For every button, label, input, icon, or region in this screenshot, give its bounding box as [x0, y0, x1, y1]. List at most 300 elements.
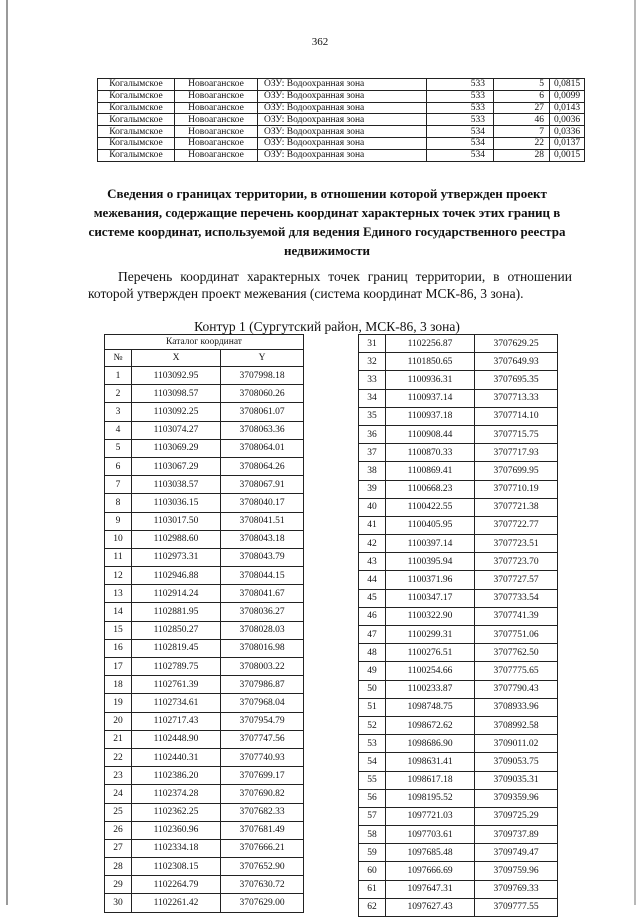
cell-num: 20 [105, 712, 132, 730]
page-number: 362 [311, 36, 329, 48]
cell-c4: 533 [427, 114, 494, 126]
cell-y: 3707762.50 [475, 644, 558, 662]
cell-y: 3707790.43 [475, 680, 558, 698]
cell-num: 31 [359, 335, 386, 353]
plot-row [98, 149, 585, 161]
coordinate-row [359, 662, 558, 680]
coordinate-row [359, 516, 558, 534]
cell-num: 55 [359, 771, 386, 789]
coordinate-row [359, 753, 558, 771]
cell-y: 3708933.96 [475, 698, 558, 716]
cell-x: 1098195.52 [386, 789, 475, 807]
cell-y: 3708041.67 [221, 585, 304, 603]
cell-num: 28 [105, 858, 132, 876]
coordinate-row [105, 858, 304, 876]
coordinate-row [105, 421, 304, 439]
cell-x: 1100397.14 [386, 535, 475, 553]
cell-y: 3707775.65 [475, 662, 558, 680]
cell-y: 3709053.75 [475, 753, 558, 771]
cell-y: 3707727.57 [475, 571, 558, 589]
coordinate-row [359, 844, 558, 862]
cell-x: 1098686.90 [386, 735, 475, 753]
cell-y: 3708036.27 [221, 603, 304, 621]
coordinate-row [105, 894, 304, 912]
cell-num: 17 [105, 658, 132, 676]
cell-y: 3708064.01 [221, 439, 304, 457]
coordinate-row [359, 462, 558, 480]
coordinate-row [359, 880, 558, 898]
plot-row [98, 126, 585, 138]
cell-c6: 0,0099 [550, 90, 585, 102]
coordinate-row [359, 607, 558, 625]
cell-num: 9 [105, 512, 132, 530]
cell-y: 3707986.87 [221, 676, 304, 694]
cell-x: 1103092.95 [132, 367, 221, 385]
coordinate-row [105, 367, 304, 385]
cell-x: 1097627.43 [386, 898, 475, 916]
coordinate-row [105, 439, 304, 457]
cell-y: 3707998.18 [221, 367, 304, 385]
cell-x: 1100371.96 [386, 571, 475, 589]
cell-c2: Новоаганское [175, 137, 258, 149]
cell-y: 3707652.90 [221, 858, 304, 876]
cell-c3: ОЗУ: Водоохранная зона [258, 90, 427, 102]
cell-num: 10 [105, 530, 132, 548]
cell-y: 3707714.10 [475, 407, 558, 425]
plot-row [98, 114, 585, 126]
coordinate-row [359, 425, 558, 443]
coordinate-row [105, 821, 304, 839]
cell-num: 61 [359, 880, 386, 898]
cell-num: 11 [105, 548, 132, 566]
cell-y: 3709759.96 [475, 862, 558, 880]
cell-y: 3707751.06 [475, 626, 558, 644]
cell-num: 58 [359, 826, 386, 844]
cell-num: 26 [105, 821, 132, 839]
cell-x: 1098631.41 [386, 753, 475, 771]
cell-y: 3707630.72 [221, 876, 304, 894]
coordinate-row [105, 476, 304, 494]
coordinate-row [359, 571, 558, 589]
cell-y: 3708067.91 [221, 476, 304, 494]
coordinate-row [359, 862, 558, 880]
cell-c1: Когалымское [98, 137, 175, 149]
plot-row [98, 90, 585, 102]
cell-x: 1103036.15 [132, 494, 221, 512]
cell-num: 40 [359, 498, 386, 516]
cell-y: 3709725.29 [475, 807, 558, 825]
intro-paragraph-text: Перечень координат характерных точек границ территории, в отношении которой утвержден проект межевания (система координат МСК-86, 3 зона). [88, 269, 572, 301]
cell-num: 36 [359, 425, 386, 443]
cell-c4: 534 [427, 149, 494, 161]
cell-num: 56 [359, 789, 386, 807]
cell-num: 13 [105, 585, 132, 603]
cell-y: 3707733.54 [475, 589, 558, 607]
cell-y: 3708028.03 [221, 621, 304, 639]
cell-y: 3708063.36 [221, 421, 304, 439]
cell-y: 3707629.00 [221, 894, 304, 912]
cell-x: 1100233.87 [386, 680, 475, 698]
cell-c3: ОЗУ: Водоохранная зона [258, 102, 427, 114]
header-x: X [132, 350, 221, 367]
cell-c2: Новоаганское [175, 79, 258, 91]
coordinate-row [105, 530, 304, 548]
cell-y: 3708041.51 [221, 512, 304, 530]
cell-x: 1097666.69 [386, 862, 475, 880]
cell-x: 1102717.43 [132, 712, 221, 730]
cell-num: 54 [359, 753, 386, 771]
cell-y: 3707713.33 [475, 389, 558, 407]
cell-x: 1103092.25 [132, 403, 221, 421]
cell-x: 1097721.03 [386, 807, 475, 825]
cell-c3: ОЗУ: Водоохранная зона [258, 79, 427, 91]
cell-x: 1102362.25 [132, 803, 221, 821]
cell-c6: 0,0815 [550, 79, 585, 91]
coordinate-row [359, 826, 558, 844]
cell-num: 22 [105, 748, 132, 766]
cell-y: 3708003.22 [221, 658, 304, 676]
plot-row [98, 102, 585, 114]
section-heading: Сведения о границах территории, в отношении которой утвержден проект межевания, содержащие перечень координат характерных точек этих границ в системе координат, используемой для ведения Единого государственного реестра недвижимости [88, 186, 566, 258]
coordinate-row [105, 694, 304, 712]
coordinate-row [359, 698, 558, 716]
cell-y: 3707710.19 [475, 480, 558, 498]
cell-y: 3707747.56 [221, 730, 304, 748]
coordinate-row [359, 353, 558, 371]
cell-y: 3707740.93 [221, 748, 304, 766]
cell-y: 3707682.33 [221, 803, 304, 821]
cell-c5: 27 [494, 102, 550, 114]
cell-num: 4 [105, 421, 132, 439]
coordinates-table-left [104, 334, 304, 913]
coordinate-row [105, 385, 304, 403]
cell-x: 1098617.18 [386, 771, 475, 789]
cell-num: 48 [359, 644, 386, 662]
cell-num: 43 [359, 553, 386, 571]
cell-y: 3707699.95 [475, 462, 558, 480]
cell-x: 1102308.15 [132, 858, 221, 876]
cell-num: 41 [359, 516, 386, 534]
cell-num: 27 [105, 839, 132, 857]
cell-y: 3707954.79 [221, 712, 304, 730]
cell-x: 1102374.28 [132, 785, 221, 803]
coordinate-row [105, 767, 304, 785]
cell-y: 3707717.93 [475, 444, 558, 462]
cell-c6: 0,0143 [550, 102, 585, 114]
cell-x: 1097685.48 [386, 844, 475, 862]
cell-num: 19 [105, 694, 132, 712]
cell-c5: 5 [494, 79, 550, 91]
cell-c5: 6 [494, 90, 550, 102]
cell-y: 3709769.33 [475, 880, 558, 898]
contour-title: Контур 1 (Сургутский район, МСК-86, 3 зона) [194, 319, 460, 334]
coordinate-row [105, 457, 304, 475]
cell-num: 32 [359, 353, 386, 371]
cell-x: 1100937.14 [386, 389, 475, 407]
coordinate-row [105, 603, 304, 621]
cell-x: 1102914.24 [132, 585, 221, 603]
land-plots-table [97, 78, 585, 162]
cell-num: 60 [359, 862, 386, 880]
catalog-caption-row [105, 335, 304, 350]
cell-x: 1102448.90 [132, 730, 221, 748]
coordinate-row [359, 644, 558, 662]
coordinate-row [105, 839, 304, 857]
cell-c4: 534 [427, 137, 494, 149]
cell-x: 1100869.41 [386, 462, 475, 480]
coordinate-row [105, 567, 304, 585]
cell-y: 3708060.26 [221, 385, 304, 403]
cell-y: 3708992.58 [475, 716, 558, 734]
cell-y: 3707723.51 [475, 535, 558, 553]
cell-c4: 533 [427, 79, 494, 91]
cell-c3: ОЗУ: Водоохранная зона [258, 137, 427, 149]
coordinate-row [105, 639, 304, 657]
plot-row [98, 79, 585, 91]
cell-x: 1102360.96 [132, 821, 221, 839]
cell-y: 3707695.35 [475, 371, 558, 389]
coordinate-row [359, 371, 558, 389]
cell-num: 37 [359, 444, 386, 462]
coordinate-row [359, 626, 558, 644]
cell-c5: 46 [494, 114, 550, 126]
cell-c6: 0,0336 [550, 126, 585, 138]
coordinate-row [359, 789, 558, 807]
cell-y: 3708040.17 [221, 494, 304, 512]
coordinate-row [105, 658, 304, 676]
cell-num: 8 [105, 494, 132, 512]
cell-x: 1100937.18 [386, 407, 475, 425]
cell-x: 1103038.57 [132, 476, 221, 494]
cell-c2: Новоаганское [175, 114, 258, 126]
cell-num: 45 [359, 589, 386, 607]
cell-y: 3707690.82 [221, 785, 304, 803]
cell-x: 1103067.29 [132, 457, 221, 475]
cell-num: 12 [105, 567, 132, 585]
cell-c5: 22 [494, 137, 550, 149]
cell-x: 1100395.94 [386, 553, 475, 571]
cell-x: 1102881.95 [132, 603, 221, 621]
coordinate-row [105, 876, 304, 894]
cell-x: 1102440.31 [132, 748, 221, 766]
cell-c2: Новоаганское [175, 90, 258, 102]
cell-num: 33 [359, 371, 386, 389]
cell-num: 29 [105, 876, 132, 894]
cell-x: 1097647.31 [386, 880, 475, 898]
cell-y: 3709359.96 [475, 789, 558, 807]
cell-x: 1102946.88 [132, 567, 221, 585]
cell-x: 1101850.65 [386, 353, 475, 371]
coordinate-row [359, 480, 558, 498]
cell-x: 1100936.31 [386, 371, 475, 389]
cell-c2: Новоаганское [175, 126, 258, 138]
coordinate-row [359, 553, 558, 571]
cell-num: 24 [105, 785, 132, 803]
header-y: Y [221, 350, 304, 367]
cell-y: 3708043.18 [221, 530, 304, 548]
cell-c5: 28 [494, 149, 550, 161]
cell-x: 1102256.87 [386, 335, 475, 353]
coordinate-row [359, 444, 558, 462]
cell-num: 49 [359, 662, 386, 680]
cell-y: 3707649.93 [475, 353, 558, 371]
cell-y: 3707968.04 [221, 694, 304, 712]
cell-x: 1100870.33 [386, 444, 475, 462]
cell-x: 1103074.27 [132, 421, 221, 439]
coordinate-row [105, 785, 304, 803]
coordinate-row [359, 335, 558, 353]
coordinate-row [105, 803, 304, 821]
cell-c3: ОЗУ: Водоохранная зона [258, 149, 427, 161]
cell-x: 1098672.62 [386, 716, 475, 734]
cell-num: 7 [105, 476, 132, 494]
cell-num: 6 [105, 457, 132, 475]
coordinate-row [105, 548, 304, 566]
coordinate-row [359, 771, 558, 789]
cell-num: 57 [359, 807, 386, 825]
cell-y: 3707629.25 [475, 335, 558, 353]
coordinate-row [105, 621, 304, 639]
cell-c4: 533 [427, 102, 494, 114]
cell-x: 1102973.31 [132, 548, 221, 566]
scan-edge-left [6, 0, 8, 905]
cell-num: 44 [359, 571, 386, 589]
cell-y: 3707722.77 [475, 516, 558, 534]
cell-y: 3707715.75 [475, 425, 558, 443]
cell-y: 3707666.21 [221, 839, 304, 857]
header-row [105, 350, 304, 367]
cell-num: 3 [105, 403, 132, 421]
cell-x: 1100422.55 [386, 498, 475, 516]
coordinate-row [105, 512, 304, 530]
cell-num: 23 [105, 767, 132, 785]
cell-x: 1100347.17 [386, 589, 475, 607]
coordinate-row [105, 748, 304, 766]
cell-x: 1103069.29 [132, 439, 221, 457]
cell-c5: 7 [494, 126, 550, 138]
cell-c3: ОЗУ: Водоохранная зона [258, 126, 427, 138]
cell-num: 14 [105, 603, 132, 621]
scan-edge-right [634, 0, 636, 905]
cell-num: 62 [359, 898, 386, 916]
cell-x: 1102264.79 [132, 876, 221, 894]
cell-c1: Когалымское [98, 90, 175, 102]
coordinate-row [359, 407, 558, 425]
cell-x: 1102334.18 [132, 839, 221, 857]
cell-x: 1102261.42 [132, 894, 221, 912]
coordinate-row [359, 389, 558, 407]
cell-x: 1100908.44 [386, 425, 475, 443]
cell-y: 3709035.31 [475, 771, 558, 789]
cell-num: 42 [359, 535, 386, 553]
cell-num: 38 [359, 462, 386, 480]
cell-y: 3707699.17 [221, 767, 304, 785]
cell-num: 59 [359, 844, 386, 862]
cell-num: 16 [105, 639, 132, 657]
cell-c1: Когалымское [98, 102, 175, 114]
coordinate-row [359, 535, 558, 553]
cell-num: 52 [359, 716, 386, 734]
cell-num: 1 [105, 367, 132, 385]
cell-c1: Когалымское [98, 149, 175, 161]
cell-y: 3708043.79 [221, 548, 304, 566]
cell-num: 25 [105, 803, 132, 821]
cell-x: 1102819.45 [132, 639, 221, 657]
cell-y: 3708061.07 [221, 403, 304, 421]
cell-num: 46 [359, 607, 386, 625]
cell-x: 1097703.61 [386, 826, 475, 844]
coordinate-row [359, 680, 558, 698]
cell-x: 1098748.75 [386, 698, 475, 716]
coordinate-row [105, 494, 304, 512]
coordinate-row [359, 898, 558, 916]
cell-x: 1102761.39 [132, 676, 221, 694]
cell-num: 53 [359, 735, 386, 753]
cell-x: 1100405.95 [386, 516, 475, 534]
cell-x: 1102850.27 [132, 621, 221, 639]
cell-x: 1100254.66 [386, 662, 475, 680]
cell-y: 3707721.38 [475, 498, 558, 516]
cell-num: 2 [105, 385, 132, 403]
cell-y: 3707723.70 [475, 553, 558, 571]
cell-c4: 533 [427, 90, 494, 102]
cell-c2: Новоаганское [175, 102, 258, 114]
cell-num: 21 [105, 730, 132, 748]
cell-num: 47 [359, 626, 386, 644]
coordinates-table-right [358, 334, 558, 917]
cell-x: 1100276.51 [386, 644, 475, 662]
coordinate-row [359, 735, 558, 753]
cell-c1: Когалымское [98, 126, 175, 138]
cell-y: 3709011.02 [475, 735, 558, 753]
plot-row [98, 137, 585, 149]
cell-x: 1103098.57 [132, 385, 221, 403]
coordinate-row [359, 716, 558, 734]
cell-num: 15 [105, 621, 132, 639]
cell-c3: ОЗУ: Водоохранная зона [258, 114, 427, 126]
cell-num: 34 [359, 389, 386, 407]
cell-num: 30 [105, 894, 132, 912]
cell-num: 39 [359, 480, 386, 498]
header-number: № [105, 350, 132, 367]
cell-y: 3708044.15 [221, 567, 304, 585]
cell-num: 35 [359, 407, 386, 425]
cell-c6: 0,0015 [550, 149, 585, 161]
coordinate-row [359, 589, 558, 607]
cell-x: 1102988.60 [132, 530, 221, 548]
cell-x: 1100322.90 [386, 607, 475, 625]
cell-c1: Когалымское [98, 114, 175, 126]
coordinate-row [105, 730, 304, 748]
cell-x: 1103017.50 [132, 512, 221, 530]
cell-c6: 0,0036 [550, 114, 585, 126]
cell-num: 51 [359, 698, 386, 716]
cell-y: 3707681.49 [221, 821, 304, 839]
cell-x: 1100668.23 [386, 480, 475, 498]
coordinate-row [105, 676, 304, 694]
cell-y: 3708064.26 [221, 457, 304, 475]
cell-c6: 0,0137 [550, 137, 585, 149]
cell-x: 1102734.61 [132, 694, 221, 712]
coordinate-row [359, 807, 558, 825]
cell-num: 18 [105, 676, 132, 694]
coordinate-row [105, 403, 304, 421]
cell-y: 3709777.55 [475, 898, 558, 916]
cell-num: 5 [105, 439, 132, 457]
cell-x: 1102386.20 [132, 767, 221, 785]
coordinate-row [359, 498, 558, 516]
cell-y: 3708016.98 [221, 639, 304, 657]
